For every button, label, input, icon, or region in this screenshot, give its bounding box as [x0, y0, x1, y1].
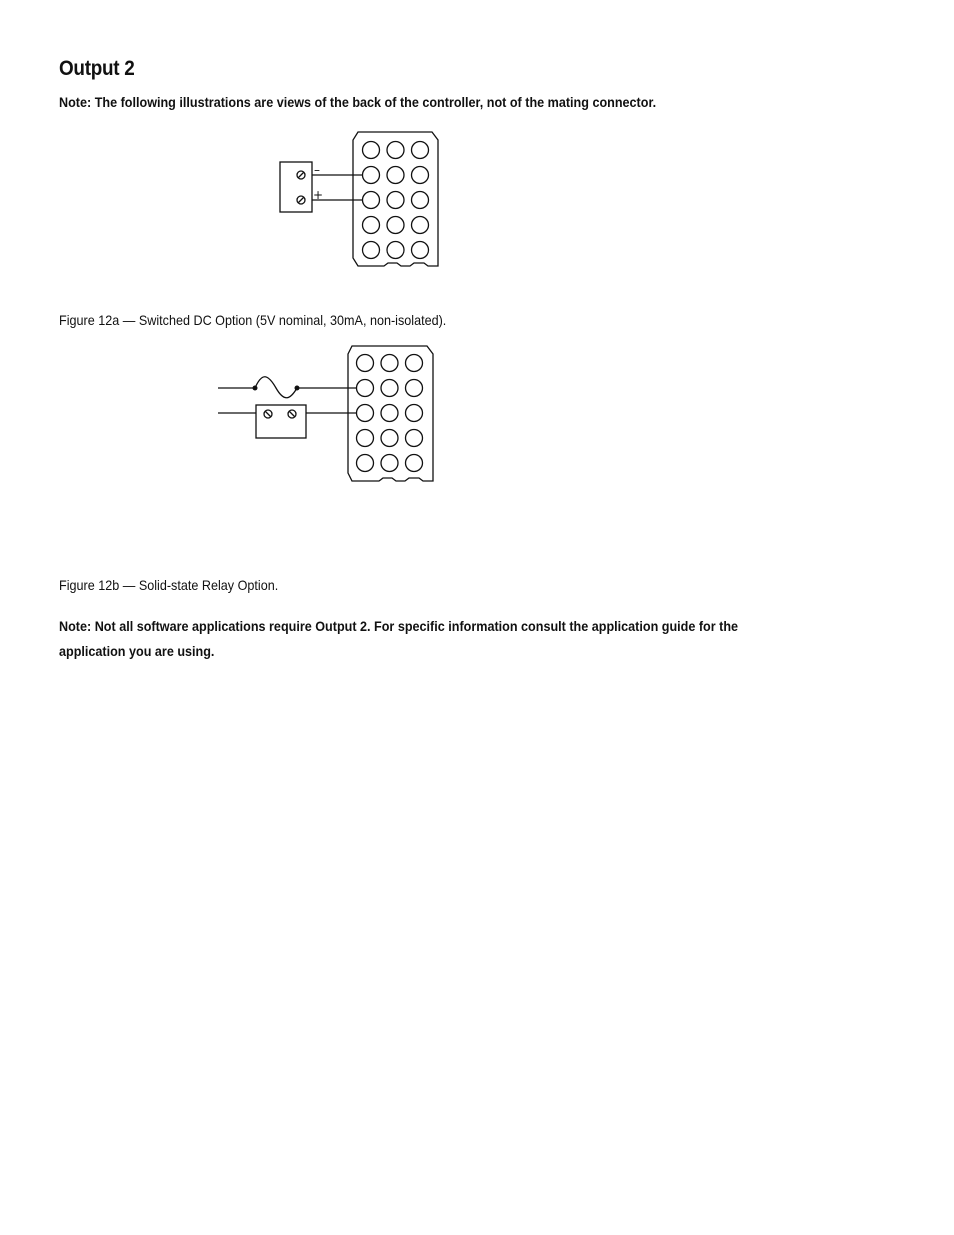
fuse-symbol-icon: [253, 377, 300, 398]
connector-pin-hole: [412, 142, 429, 159]
connector-pin-hole: [357, 430, 374, 447]
connector-pin-hole: [363, 217, 380, 234]
plus-label: +: [313, 188, 324, 202]
connector-pin-hole: [363, 167, 380, 184]
connector-pin-hole: [412, 217, 429, 234]
connector-pin-hole: [357, 455, 374, 472]
connector-pin-hole: [406, 405, 423, 422]
figure-12a-caption: Figure 12a — Switched DC Option (5V nominal, 30mA, non-isolated).: [59, 312, 447, 328]
note-output2: Note: Not all software applications require Output 2. For specific information consult the application guide for the application you are using.: [59, 618, 739, 659]
connector-pin-hole: [381, 430, 398, 447]
connector-pin-hole: [387, 167, 404, 184]
connector-pin-hole: [406, 355, 423, 372]
connector-pin-hole: [387, 192, 404, 209]
figure-12b-caption: Figure 12b — Solid-state Relay Option.: [59, 577, 279, 593]
connector-pin-hole: [387, 242, 404, 259]
connector-pin-hole: [381, 355, 398, 372]
connector-pin-hole: [406, 455, 423, 472]
connector-pin-hole: [357, 380, 374, 397]
connector-pin-hole: [412, 242, 429, 259]
figure-12b-diagram: [0, 342, 954, 492]
connector-pin-hole: [363, 192, 380, 209]
connector-pin-hole: [381, 405, 398, 422]
connector-pin-hole: [363, 242, 380, 259]
connector-pin-hole: [357, 405, 374, 422]
connector-pin-hole: [412, 167, 429, 184]
screw-terminal-icon: [256, 405, 306, 438]
connector-block-icon: [348, 346, 433, 481]
connector-pin-hole: [381, 380, 398, 397]
connector-pin-hole: [381, 455, 398, 472]
connector-pin-hole: [406, 380, 423, 397]
connector-pin-hole: [406, 430, 423, 447]
connector-block-icon: [353, 132, 438, 266]
connector-pin-hole: [387, 142, 404, 159]
page-title: Output 2: [59, 57, 135, 80]
connector-pin-hole: [363, 142, 380, 159]
connector-pin-hole: [387, 217, 404, 234]
connector-pin-hole: [357, 355, 374, 372]
connector-pin-hole: [412, 192, 429, 209]
note-views: Note: The following illustrations are views of the back of the controller, not of the mating connector.: [59, 94, 657, 110]
minus-label: –: [314, 163, 320, 177]
figure-12a-diagram: [0, 128, 954, 278]
screw-terminal-icon: [280, 162, 312, 212]
